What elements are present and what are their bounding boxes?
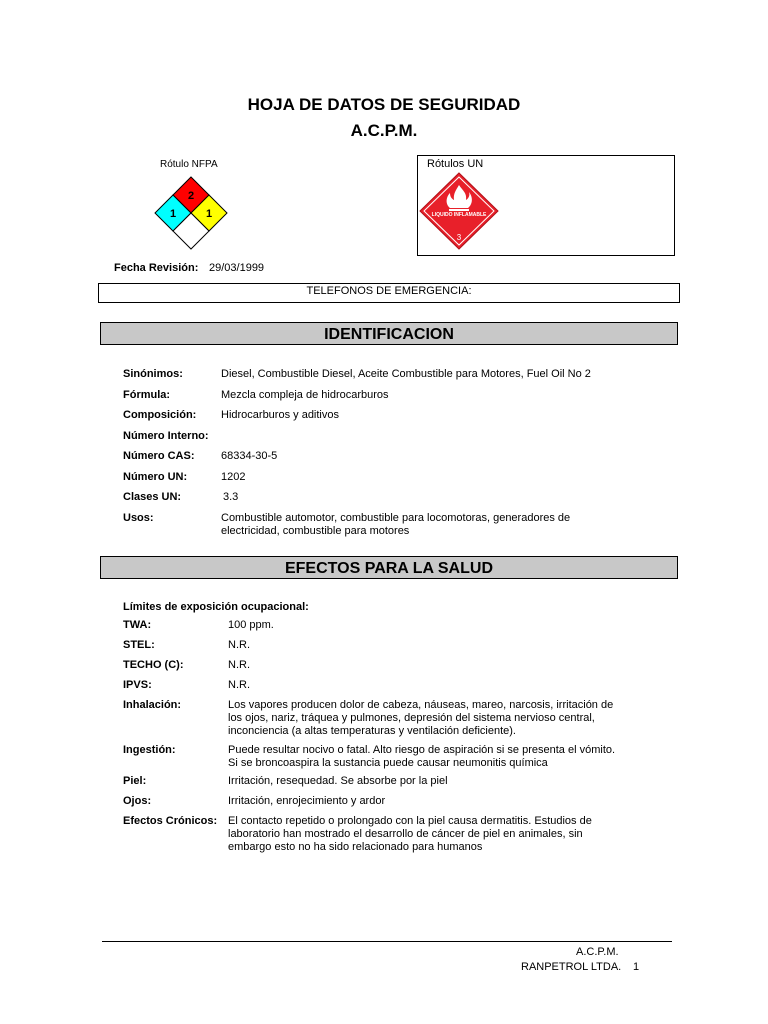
salud-label: TECHO (C):	[123, 659, 184, 671]
id-label: Número Interno:	[123, 430, 209, 442]
un-placard	[416, 171, 502, 251]
salud-value: laboratorio han mostrado el desarrollo de cáncer de piel en animales, sin	[228, 828, 583, 840]
footer-company: RANPETROL LTDA.	[521, 961, 622, 973]
nfpa-health-value: 1	[169, 208, 177, 220]
salud-value: Los vapores producen dolor de cabeza, náuseas, mareo, narcosis, irritación de	[228, 699, 614, 711]
salud-label: IPVS:	[123, 679, 152, 691]
salud-value: Si se broncoaspira la sustancia puede causar neumonitis química	[228, 757, 548, 769]
emergency-phones-label: TELEFONOS DE EMERGENCIA:	[306, 285, 472, 297]
salud-label: Inhalación:	[123, 699, 182, 711]
id-value: Mezcla compleja de hidrocarburos	[221, 389, 389, 401]
section-salud-header: EFECTOS PARA LA SALUD	[100, 556, 678, 579]
id-label: Usos:	[123, 512, 154, 524]
salud-label: Efectos Crónicos:	[123, 815, 218, 827]
salud-label: Piel:	[123, 775, 147, 787]
salud-value: N.R.	[228, 659, 250, 671]
salud-label: Ingestión:	[123, 744, 176, 756]
id-value: 3.3	[223, 491, 239, 503]
id-label: Número UN:	[123, 471, 188, 483]
footer-divider	[102, 941, 672, 942]
section-identificacion-header: IDENTIFICACION	[100, 322, 678, 345]
nfpa-reactivity-value: 1	[205, 208, 213, 220]
document-title: HOJA DE DATOS DE SEGURIDAD	[247, 95, 521, 114]
salud-value: Irritación, enrojecimiento y ardor	[228, 795, 386, 807]
salud-value: inconciencia (a altas temperaturas y ventilación deficiente).	[228, 725, 516, 737]
id-value: Combustible automotor, combustible para locomotoras, generadores de	[221, 512, 571, 524]
un-label: Rótulos UN	[427, 158, 484, 170]
footer-page-number: 1	[633, 961, 640, 973]
revision-date: 29/03/1999	[209, 262, 265, 274]
salud-value: los ojos, nariz, tráquea y pulmones, depresión del sistema nervioso central,	[228, 712, 595, 724]
id-label: Clases UN:	[123, 491, 182, 503]
id-label: Número CAS:	[123, 450, 195, 462]
id-value-continued: electricidad, combustible para motores	[221, 525, 410, 537]
salud-value: El contacto repetido o prolongado con la piel causa dermatitis. Estudios de	[228, 815, 592, 827]
nfpa-diamond	[153, 176, 229, 252]
salud-value: N.R.	[228, 639, 250, 651]
id-label: Composición:	[123, 409, 197, 421]
salud-label: TWA:	[123, 619, 152, 631]
footer-product: A.C.P.M.	[576, 946, 619, 958]
salud-value: Puede resultar nocivo o fatal. Alto riesgo de aspiración si se presenta el vómito.	[228, 744, 616, 756]
nfpa-flammability-value: 2	[187, 190, 195, 202]
salud-value: embargo esto no ha sido relacionado para humanos	[228, 841, 483, 853]
id-label: Fórmula:	[123, 389, 171, 401]
un-placard-text: LIQUIDO INFLAMABLE	[431, 212, 487, 218]
salud-value: 100 ppm.	[228, 619, 274, 631]
salud-label: Ojos:	[123, 795, 152, 807]
id-value: Diesel, Combustible Diesel, Aceite Combustible para Motores, Fuel Oil No 2	[221, 368, 591, 380]
exposure-limits-label: Límites de exposición ocupacional:	[123, 601, 309, 613]
id-label: Sinónimos:	[123, 368, 183, 380]
un-class-number: 3	[456, 233, 462, 242]
salud-value: Irritación, resequedad. Se absorbe por la piel	[228, 775, 448, 787]
salud-label: STEL:	[123, 639, 155, 651]
document-subtitle: A.C.P.M.	[350, 121, 418, 140]
id-value: 1202	[221, 471, 246, 483]
revision-label: Fecha Revisión:	[114, 262, 199, 274]
nfpa-label: Rótulo NFPA	[160, 159, 218, 170]
id-value: Hidrocarburos y aditivos	[221, 409, 339, 421]
id-value: 68334-30-5	[221, 450, 278, 462]
salud-value: N.R.	[228, 679, 250, 691]
